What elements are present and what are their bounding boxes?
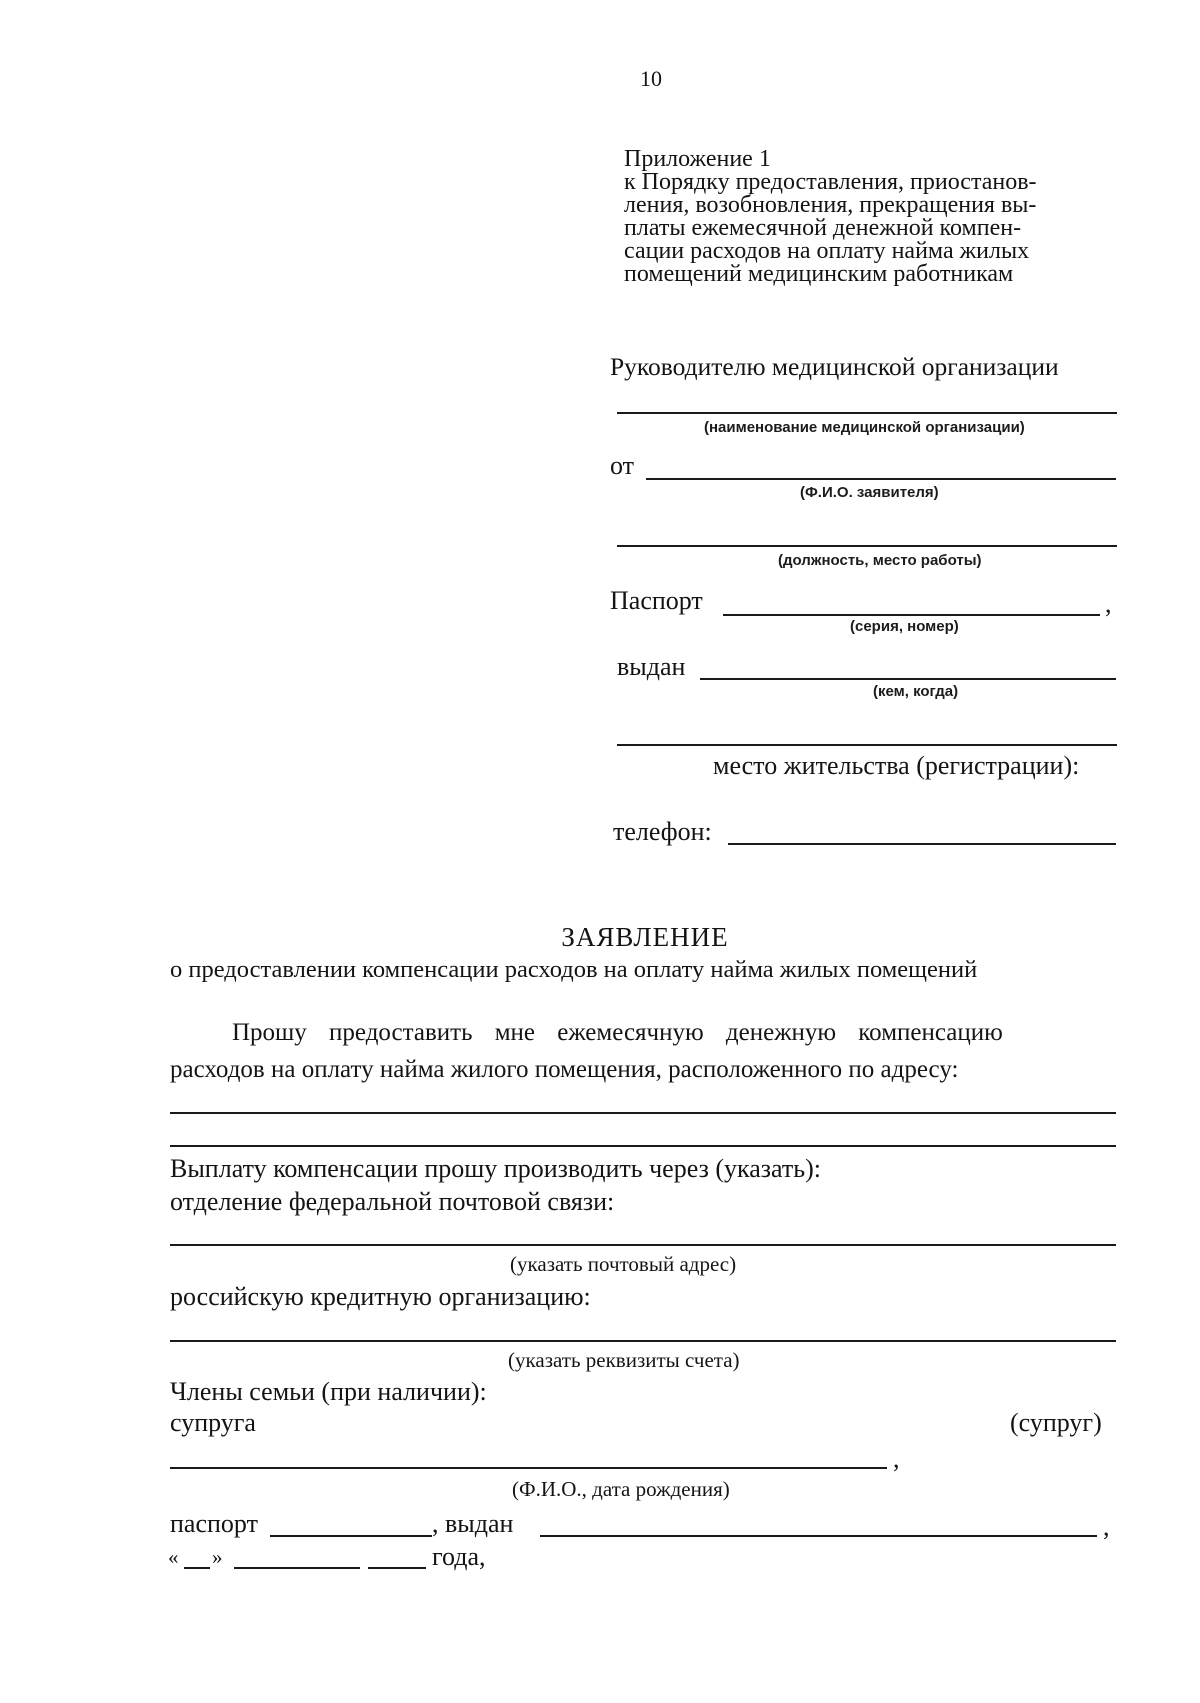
position-field[interactable] bbox=[617, 545, 1117, 547]
appendix-note bbox=[624, 148, 1124, 286]
bank-label: российскую кредитную организацию: bbox=[170, 1282, 591, 1311]
passport-label: Паспорт bbox=[610, 586, 703, 615]
spouse-fio-field[interactable] bbox=[170, 1467, 887, 1469]
page-number: 10 bbox=[640, 66, 662, 91]
family-members-label: Члены семьи (при наличии): bbox=[170, 1377, 487, 1406]
passport-field[interactable] bbox=[723, 614, 1100, 616]
appendix-text-line: ления, возобновления, прекращения вы- bbox=[624, 192, 1037, 218]
phone-field[interactable] bbox=[728, 843, 1116, 845]
issued-field[interactable] bbox=[700, 678, 1116, 680]
year-label: года, bbox=[432, 1542, 486, 1571]
org-name-caption: (наименование медицинской организации) bbox=[704, 419, 1025, 436]
spouse-male-label: (супруг) bbox=[1010, 1408, 1102, 1437]
address-field-line-2[interactable] bbox=[170, 1145, 1116, 1147]
residence-field[interactable] bbox=[617, 744, 1117, 746]
spouse-issued-label: , выдан bbox=[432, 1509, 514, 1538]
post-office-label: отделение федеральной почтовой связи: bbox=[170, 1187, 615, 1216]
date-month-field[interactable] bbox=[234, 1567, 360, 1569]
residence-label: место жительства (регистрации): bbox=[713, 751, 1080, 780]
spouse-issued-field[interactable] bbox=[540, 1535, 1097, 1537]
spouse-passport-label: паспорт bbox=[170, 1509, 258, 1538]
phone-label: телефон: bbox=[613, 817, 712, 846]
payment-method-label: Выплату компенсации прошу производить через (указать): bbox=[170, 1154, 822, 1183]
request-paragraph-line: расходов на оплату найма жилого помещения, расположенного по адресу: bbox=[170, 1056, 959, 1083]
appendix-text-line: к Порядку предоставления, приостанов- bbox=[624, 169, 1037, 195]
bank-details-caption: (указать реквизиты счета) bbox=[508, 1348, 740, 1372]
spouse-passport-field[interactable] bbox=[270, 1535, 432, 1537]
issued-caption: (кем, когда) bbox=[873, 683, 959, 700]
addressee-to: Руководителю медицинской организации bbox=[610, 352, 1059, 381]
from-label: от bbox=[610, 451, 635, 480]
document-title: ЗАЯВЛЕНИЕ bbox=[561, 922, 729, 952]
date-day-field[interactable] bbox=[184, 1567, 210, 1569]
passport-caption: (серия, номер) bbox=[850, 618, 959, 635]
org-name-field[interactable] bbox=[617, 412, 1117, 414]
spouse-fio-caption: (Ф.И.О., дата рождения) bbox=[512, 1477, 730, 1501]
spouse-female-label: супруга bbox=[170, 1408, 256, 1437]
spouse-issued-comma: , bbox=[1103, 1512, 1110, 1541]
spouse-comma: , bbox=[893, 1444, 900, 1473]
issued-label: выдан bbox=[617, 652, 686, 681]
request-paragraph-line: Прошу предоставить мне ежемесячную денежную компенсацию bbox=[232, 1019, 1003, 1046]
date-year-field[interactable] bbox=[368, 1567, 426, 1569]
date-open-quote: « bbox=[168, 1545, 179, 1569]
applicant-fio-caption: (Ф.И.О. заявителя) bbox=[800, 484, 939, 501]
post-address-caption: (указать почтовый адрес) bbox=[510, 1252, 737, 1276]
passport-comma: , bbox=[1105, 589, 1112, 618]
appendix-text-line: сации расходов на оплату найма жилых bbox=[624, 238, 1030, 264]
address-field-line-1[interactable] bbox=[170, 1112, 1116, 1114]
appendix-text-line: платы ежемесячной денежной компен- bbox=[624, 215, 1022, 241]
post-address-field[interactable] bbox=[170, 1244, 1116, 1246]
appendix-title: Приложение 1 bbox=[624, 146, 771, 172]
bank-details-field[interactable] bbox=[170, 1340, 1116, 1342]
position-caption: (должность, место работы) bbox=[778, 552, 982, 569]
date-close-quote: » bbox=[212, 1545, 223, 1569]
appendix-text-line: помещений медицинским работникам bbox=[624, 261, 1014, 287]
document-subtitle: о предоставлении компенсации расходов на оплату найма жилых помещений bbox=[170, 956, 978, 983]
applicant-fio-field[interactable] bbox=[646, 478, 1116, 480]
